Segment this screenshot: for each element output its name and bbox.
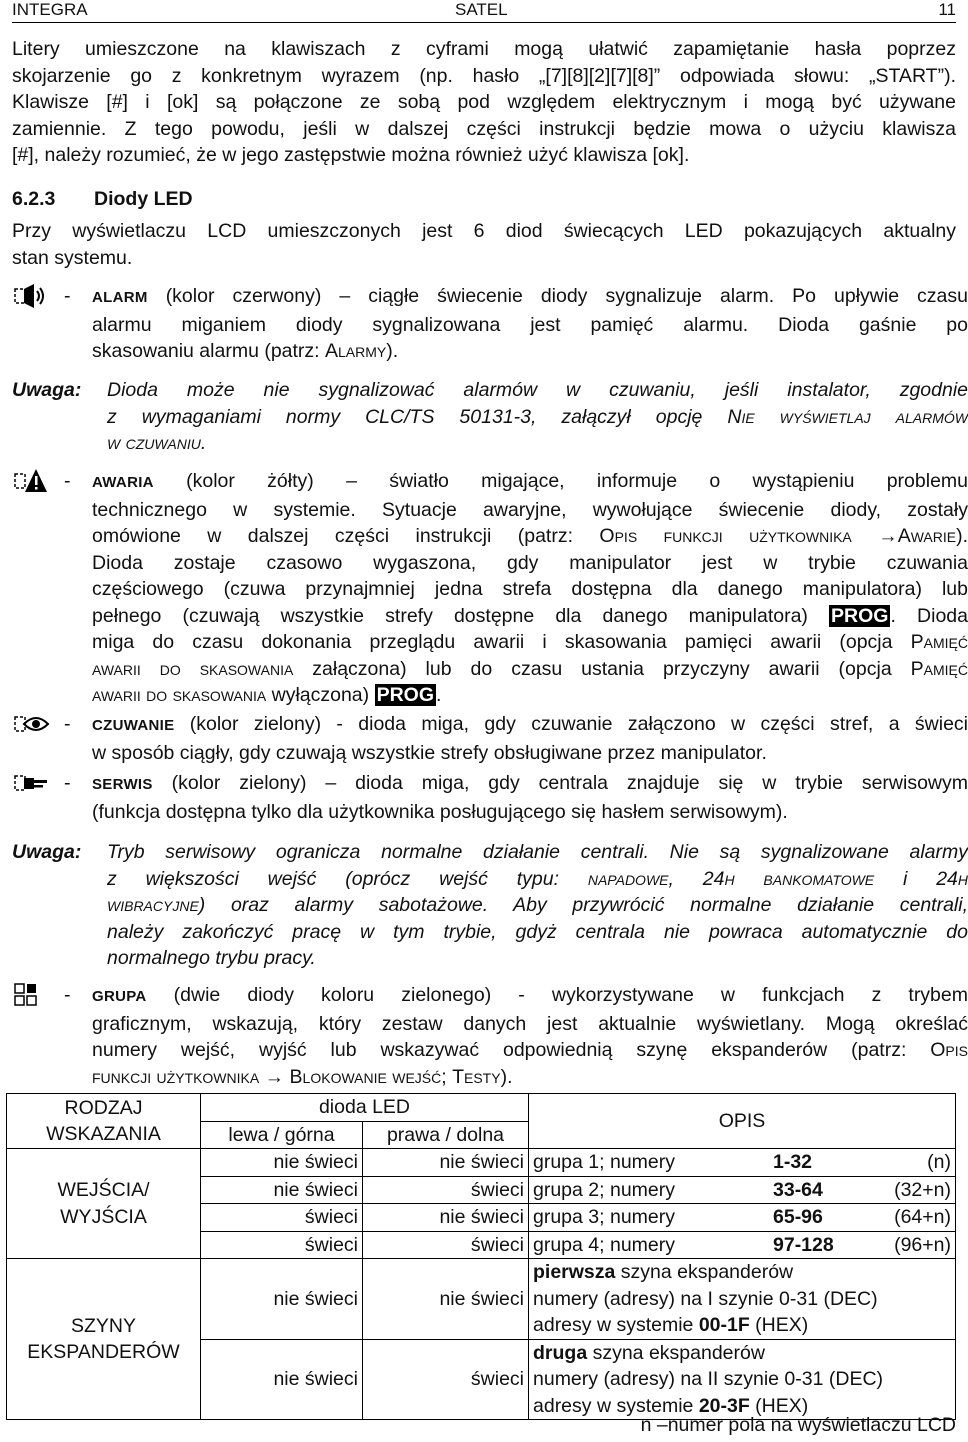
option-name: awarii do skasowania bbox=[92, 684, 267, 706]
led-name-alarm: ALARM bbox=[92, 289, 148, 306]
note-label: Uwaga: bbox=[12, 841, 82, 863]
intro-line: [#], należy rozumieć, że w jego zastępstwie można również użyć klawisza [ok]. bbox=[12, 144, 690, 166]
opis-text: adresy w systemie bbox=[533, 1314, 699, 1336]
table-header-row bbox=[7, 1094, 956, 1122]
grupa-text: ). bbox=[500, 1065, 513, 1088]
opis-range: 00-1F bbox=[698, 1314, 750, 1336]
led-name-grupa: GRUPA bbox=[92, 988, 147, 1005]
note-label: Uwaga: bbox=[12, 379, 82, 401]
group-label-io bbox=[7, 1149, 201, 1259]
section-intro-line: stan systemu. bbox=[12, 246, 133, 269]
intro-line: skojarzenie go z konkretnym wyrazem (np. hasło „[7][8][2][7][8]” odpowiada słowu: „START”). bbox=[12, 64, 956, 87]
led-name-awaria: AWARIA bbox=[92, 474, 154, 491]
opis-text: grupa 3; numery bbox=[533, 1206, 675, 1228]
led-right-state: nie świeci bbox=[363, 1204, 529, 1232]
awaria-text: częściowego (czuwa przynajmniej jedna strefa dostępna dla danego manipulatora) lub bbox=[92, 578, 968, 600]
grupa-text: graficznym, wskazują, który zestaw danych jest aktualnie wyświetlany. Mogą określać bbox=[92, 1012, 968, 1035]
led-left-state: nie świeci bbox=[201, 1149, 363, 1177]
opis-cell bbox=[529, 1204, 956, 1232]
note-text: z wymaganiami normy CLC/TS 50131-3, załączył opcję bbox=[107, 405, 728, 428]
opis-text: szyna ekspanderów bbox=[587, 1341, 765, 1364]
header-led: dioda LED bbox=[201, 1094, 529, 1122]
item-dash: - bbox=[64, 470, 71, 492]
menu-ref: Awarie bbox=[897, 525, 957, 547]
note-text: Dioda może nie sygnalizować alarmów w czuwaniu, jeśli instalator, zgodnie bbox=[107, 379, 968, 401]
opis-range: 65-96 bbox=[773, 1206, 823, 1228]
led-right-state: nie świeci bbox=[363, 1149, 529, 1177]
awaria-text: (kolor żółty) – światło migające, informuje o wystąpieniu problemu bbox=[186, 470, 968, 492]
prog-badge: PROG bbox=[831, 604, 889, 627]
note-text: z większości wejść (oprócz wejść typu: bbox=[107, 867, 588, 890]
menu-ref: funkcji użytkownika bbox=[92, 1065, 260, 1088]
note-text: ) oraz alarmy sabotażowe. Aby przywrócić normalne działanie centrali, bbox=[198, 894, 968, 916]
grupa-text: (dwie diody koloru zielonego) - wykorzystywane w funkcjach z trybem bbox=[173, 984, 968, 1006]
key-hand-icon bbox=[12, 770, 48, 796]
awaria-text: załączona) lub do czasu ustania przyczyny awarii (opcja bbox=[293, 657, 911, 680]
opis-text: szyna ekspanderów bbox=[615, 1261, 794, 1283]
item-dash: - bbox=[64, 772, 71, 794]
zone-type: h bankomatowe bbox=[724, 867, 875, 890]
led-name-czuwanie: CZUWANIE bbox=[92, 717, 175, 734]
led-left-state: świeci bbox=[201, 1204, 363, 1232]
opis-text: numery (adresy) na I szynie 0-31 (DEC) bbox=[533, 1287, 878, 1310]
serwis-text: (kolor zielony) – dioda miga, gdy centrala znajduje się w trybie serwisowym bbox=[171, 772, 968, 794]
opis-cell bbox=[529, 1231, 956, 1259]
section-intro bbox=[12, 218, 956, 271]
header-text: RODZAJ bbox=[64, 1096, 143, 1119]
led-right-state: nie świeci bbox=[363, 1259, 529, 1340]
grupa-text: numery wejść, wyjść lub wskazywać odpowiednią szynę ekspanderów (patrz: bbox=[92, 1039, 931, 1061]
warning-triangle-icon bbox=[12, 468, 48, 494]
group-label-text: SZYNY bbox=[70, 1314, 136, 1337]
grupa-text: ; bbox=[441, 1065, 453, 1088]
header-brand: SATEL bbox=[455, 0, 508, 19]
opis-formula: (32+n) bbox=[894, 1178, 951, 1201]
led-left-state: nie świeci bbox=[201, 1259, 363, 1340]
led-right-state: świeci bbox=[363, 1339, 529, 1420]
opis-text: grupa 4; numery bbox=[533, 1233, 675, 1256]
awaria-text: ). bbox=[956, 525, 968, 547]
czuwanie-text: (kolor zielony) - dioda miga, gdy czuwanie załączono w części stref, a świeci bbox=[189, 713, 968, 735]
item-dash: - bbox=[64, 285, 71, 307]
group-label-text: WEJŚCIA/ bbox=[57, 1179, 150, 1201]
intro-line: zamiennie. Z tego powodu, jeśli w dalszej części instrukcji będzie mowa o użyciu klawisza bbox=[12, 117, 956, 140]
alarm-ref: Alarmy bbox=[325, 340, 387, 362]
led-left-state: nie świeci bbox=[201, 1339, 363, 1420]
awaria-text: omówione w dalszej części instrukcji (patrz: bbox=[92, 525, 600, 547]
bus-name: druga bbox=[533, 1341, 588, 1364]
led-group-table bbox=[6, 1093, 956, 1420]
item-dash: - bbox=[64, 713, 71, 735]
note-text: należy zakończyć pracę w tym trybie, gdyż centrala nie powraca automatycznie do bbox=[107, 920, 968, 943]
menu-ref: Opis funkcji użytkownika bbox=[599, 525, 852, 547]
bus-name: pierwsza bbox=[533, 1261, 616, 1283]
alarm-text: alarmu miganiem diody sygnalizowana jest pamięć alarmu. Dioda gaśnie po bbox=[92, 313, 968, 336]
opis-formula: (n) bbox=[927, 1151, 951, 1173]
option-name: Pamięć bbox=[910, 657, 968, 680]
option-name: Pamięć bbox=[910, 631, 968, 653]
group-label-text: EKSPANDERÓW bbox=[27, 1341, 180, 1363]
note-text: Tryb serwisowy ogranicza normalne działanie centrali. Nie są sygnalizowane alarmy bbox=[107, 841, 968, 863]
zone-type: h bbox=[957, 867, 968, 890]
opis-range: 33-64 bbox=[773, 1178, 823, 1201]
header-product: INTEGRA bbox=[12, 0, 88, 19]
table-row bbox=[7, 1259, 956, 1340]
awaria-text: . bbox=[436, 684, 442, 706]
note-text: i 24 bbox=[874, 867, 958, 890]
opis-formula: (96+n) bbox=[894, 1233, 951, 1256]
header-text: WSKAZANIA bbox=[46, 1123, 161, 1145]
opis-range: 20-3F bbox=[698, 1394, 750, 1417]
page-header bbox=[12, 0, 956, 23]
option-name: awarii do skasowania bbox=[92, 657, 294, 680]
note-text: , 24 bbox=[668, 867, 725, 890]
opis-text: adresy w systemie bbox=[533, 1394, 699, 1417]
alarm-text: (kolor czerwony) – ciągłe świecenie diody sygnalizuje alarm. Po upływie czasu bbox=[165, 285, 968, 307]
opis-cell bbox=[529, 1259, 956, 1340]
arrow-icon: → bbox=[264, 1065, 285, 1088]
opis-text: grupa 1; numery bbox=[533, 1151, 675, 1173]
awaria-text: . Dioda bbox=[890, 604, 968, 627]
awaria-text: wyłączona) bbox=[266, 684, 375, 706]
item-dash: - bbox=[64, 984, 71, 1006]
opis-text: (HEX) bbox=[749, 1314, 809, 1336]
alarm-bell-icon bbox=[12, 283, 48, 309]
czuwanie-text: w sposób ciągły, gdy czuwają wszystkie strefy obsługiwane przez manipulator. bbox=[92, 741, 767, 764]
group-label-bus bbox=[7, 1259, 201, 1420]
led-left-state: nie świeci bbox=[201, 1176, 363, 1204]
led-name-serwis: SERWIS bbox=[92, 776, 153, 793]
opis-text: numery (adresy) na II szynie 0-31 (DEC) bbox=[533, 1368, 884, 1390]
zone-type: napadowe bbox=[587, 867, 669, 890]
opis-cell bbox=[529, 1339, 956, 1420]
intro-line: Klawisze [#] i [ok] są połączone ze sobą pod względem elektrycznym i mogą być używane bbox=[12, 91, 956, 113]
arrow-icon: → bbox=[878, 525, 898, 547]
alarm-text: ). bbox=[386, 340, 399, 362]
menu-ref: Opis bbox=[930, 1039, 968, 1061]
intro-paragraph bbox=[12, 36, 956, 169]
header-right: prawa / dolna bbox=[363, 1121, 529, 1149]
awaria-text: Dioda zostaje czasowo wygaszona, gdy manipulator jest w trybie czuwania bbox=[92, 551, 968, 574]
zone-type: wibracyjne bbox=[107, 894, 199, 916]
header-opis: OPIS bbox=[529, 1094, 956, 1149]
menu-ref: Testy bbox=[452, 1065, 501, 1088]
table-row bbox=[7, 1149, 956, 1177]
option-name: Nie wyświetlaj alarmów bbox=[727, 405, 968, 428]
page-number: 11 bbox=[938, 0, 956, 19]
opis-cell bbox=[529, 1149, 956, 1177]
prog-badge: PROG bbox=[376, 684, 434, 706]
option-name: w czuwaniu. bbox=[107, 432, 207, 454]
awaria-text: miga do czasu dokonania przeglądu awarii i skasowania pamięci awarii (opcja bbox=[92, 631, 911, 653]
alarm-text: skasowaniu alarmu (patrz: bbox=[92, 340, 326, 362]
section-heading bbox=[12, 188, 193, 211]
intro-line: Litery umieszczone na klawiszach z cyframi mogą ułatwić zapamiętanie hasła poprzez bbox=[12, 38, 956, 60]
section-number: 6.2.3 bbox=[12, 188, 56, 210]
table-footnote: n –numer pola na wyświetlaczu LCD bbox=[640, 1414, 956, 1436]
led-right-state: świeci bbox=[363, 1176, 529, 1204]
opis-range: 97-128 bbox=[773, 1233, 834, 1256]
opis-formula: (64+n) bbox=[894, 1206, 951, 1228]
opis-cell bbox=[529, 1176, 956, 1204]
header-left: lewa / górna bbox=[201, 1121, 363, 1149]
section-intro-line: Przy wyświetlaczu LCD umieszczonych jest 6 diod świecących LED pokazujących aktualny bbox=[12, 220, 956, 242]
menu-ref: Blokowanie wejść bbox=[289, 1065, 442, 1088]
group-label-text: WYJŚCIA bbox=[60, 1205, 147, 1228]
opis-range: 1-32 bbox=[773, 1151, 813, 1173]
eye-icon bbox=[12, 711, 48, 737]
opis-text: grupa 2; numery bbox=[533, 1178, 675, 1201]
awaria-text: technicznego w systemie. Sytuacje awaryjne, wywołujące świecenie diody, zostały bbox=[92, 498, 968, 521]
opis-text: (HEX) bbox=[749, 1394, 809, 1417]
section-title: Diody LED bbox=[94, 188, 193, 210]
awaria-text: pełnego (czuwają wszystkie strefy dostępne dla danego manipulatora) bbox=[92, 604, 830, 627]
serwis-text: (funkcja dostępna tylko dla użytkownika posługującego się hasłem serwisowym). bbox=[92, 800, 788, 823]
grid-squares-icon bbox=[12, 982, 48, 1008]
note-text: normalnego trybu pracy. bbox=[107, 947, 316, 969]
header-type bbox=[7, 1094, 201, 1149]
led-left-state: świeci bbox=[201, 1231, 363, 1259]
led-right-state: świeci bbox=[363, 1231, 529, 1259]
